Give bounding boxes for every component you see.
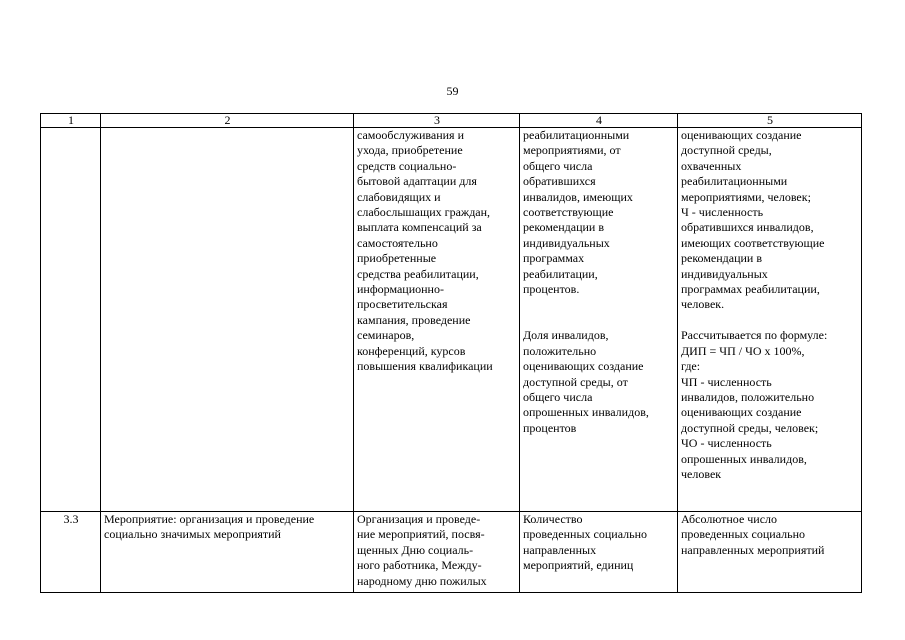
page-number: 59 <box>446 84 459 98</box>
measure-name-cell: Мероприятие: организация и проведение социально значимых мероприятий <box>101 512 354 593</box>
header-col-4: 4 <box>520 114 678 128</box>
table-row <box>41 128 862 512</box>
calculation-cell: Абсолютное число проведенных социально направленных мероприятий <box>678 512 862 593</box>
table-row <box>41 512 862 593</box>
measure-content-cell: самообслуживания и ухода, приобретение средств социально- бытовой адаптации для слабовидящих и слабослышащих граждан, выплата компенсаций за самостоятельно приобретенные средства реабилитации, информационно- просветительская кампания, проведение семинаров, конференций, курсов повышения квалификации <box>354 128 520 512</box>
measure-content-cell: Организация и проведе- ние мероприятий, посвя- щенных Дню социаль- ного работника, Между- народному дню пожилых <box>354 512 520 593</box>
header-col-5: 5 <box>678 114 862 128</box>
indicator-cell: Количество проведенных социально направленных мероприятий, единиц <box>520 512 678 593</box>
header-col-1: 1 <box>41 114 101 128</box>
header-col-3: 3 <box>354 114 520 128</box>
header-col-2: 2 <box>101 114 354 128</box>
calculation-cell: оценивающих создание доступной среды, охваченных реабилитационными мероприятиями, человек; Ч - численность обратившихся инвалидов, имеющих соответствующие рекомендации в индивидуальных программах реабилитации, человек. Рассчитывается по формуле: ДИП = ЧП / ЧО х 100%, где: ЧП - численность инвалидов, положительно оценивающих создание доступной среды, человек; ЧО - численность опрошенных инвалидов, человек <box>678 128 862 512</box>
row-number-cell: 3.3 <box>41 512 101 593</box>
measures-table <box>40 113 862 593</box>
measure-name-cell <box>101 128 354 512</box>
indicator-cell: реабилитационными мероприятиями, от общего числа обратившихся инвалидов, имеющих соответствующие рекомендации в индивидуальных программах реабилитации, процентов. Доля инвалидов, положительно оценивающих создание доступной среды, от общего числа опрошенных инвалидов, процентов <box>520 128 678 512</box>
row-number-cell <box>41 128 101 512</box>
table-header-row <box>41 114 862 128</box>
